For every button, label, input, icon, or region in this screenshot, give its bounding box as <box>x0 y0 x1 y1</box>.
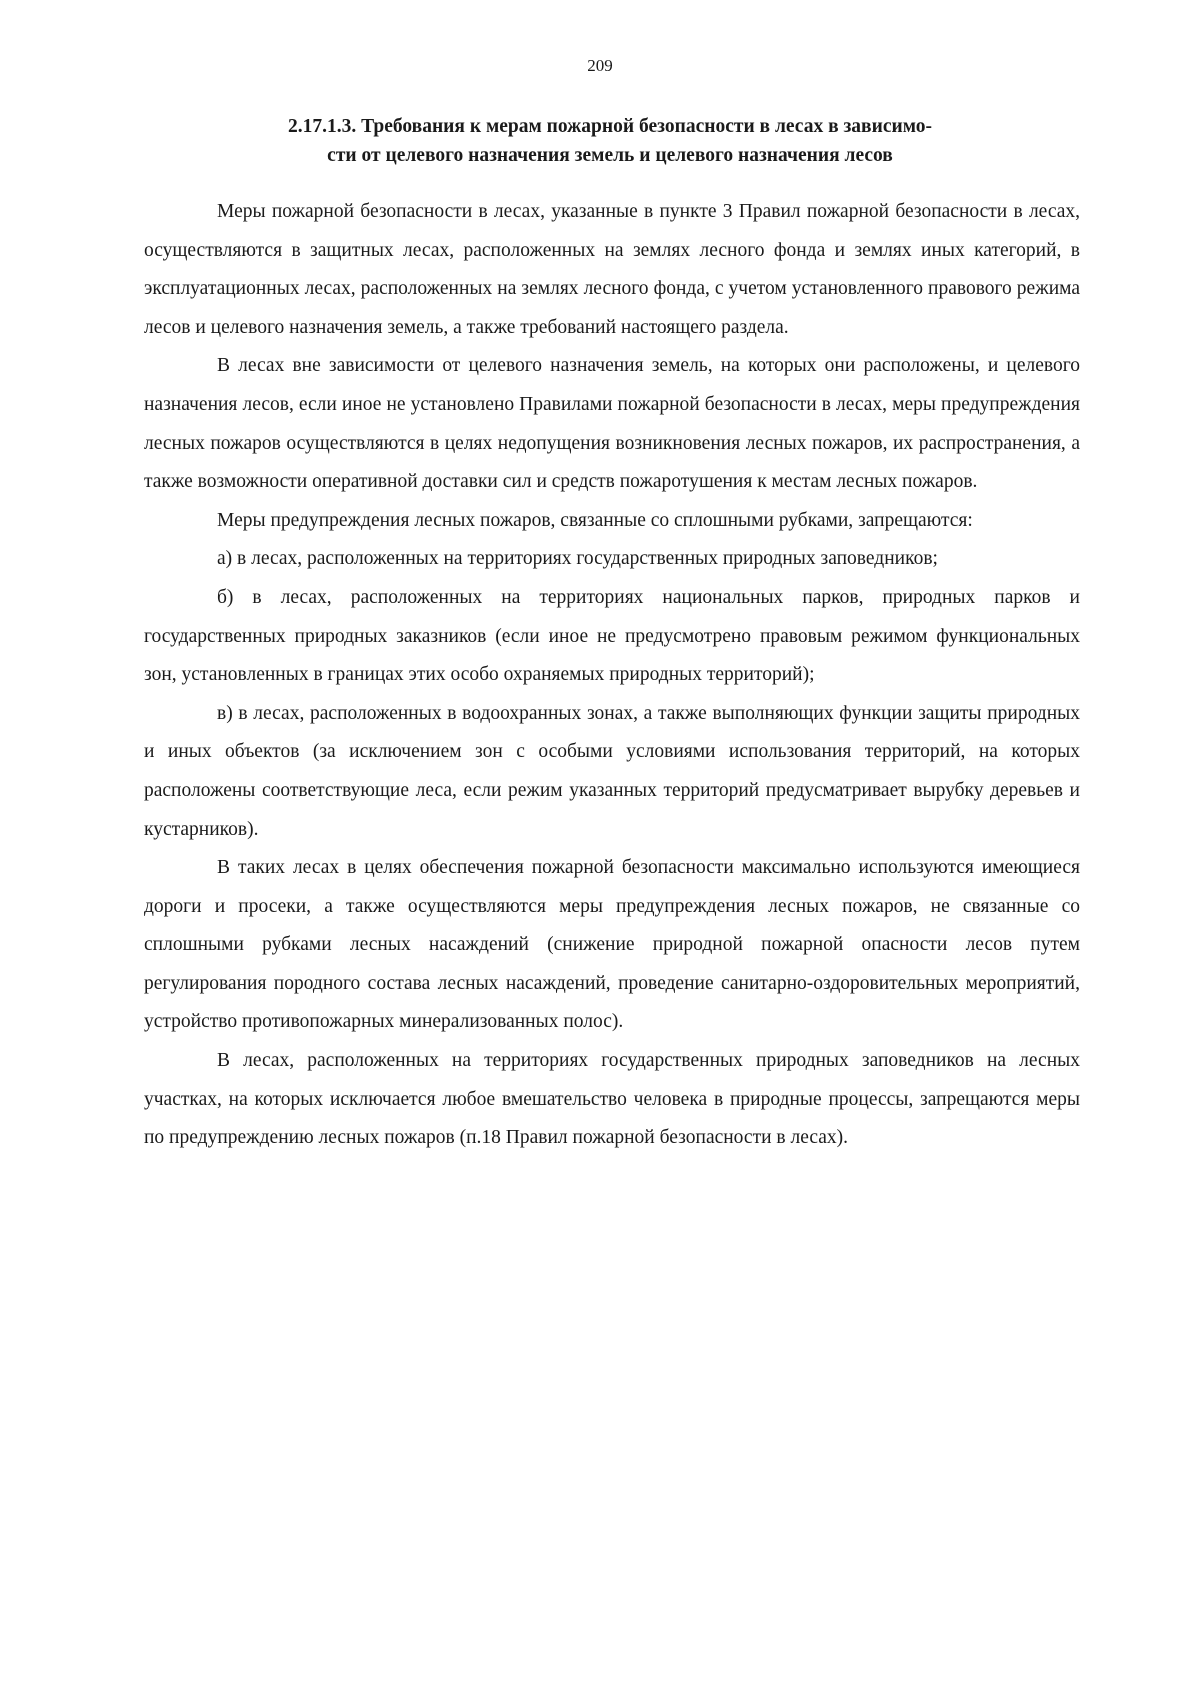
paragraph-2: В лесах вне зависимости от целевого назначения земель, на которых они расположены, и целевого назначения лесов, если иное не установлено Правилами пожарной безопасности в лесах, меры предупреждения лесных пожаров осуществляются в целях недопущения возникновения лесных пожаров, их распространения, а также возможности оперативной доставки сил и средств пожаротушения к местам лесных пожаров. <box>144 355 1080 493</box>
paragraph-8: В лесах, расположенных на территориях государственных природных заповедников на лесных участках, на которых исключается любое вмешательство человека в природные процессы, запрещаются меры по предупреждению лесных пожаров (п.18 Правил пожарной безопасности в лесах). <box>144 1050 1080 1149</box>
section-title-line-1: 2.17.1.3. Требования к мерам пожарной безопасности в лесах в зависимо- <box>288 116 932 137</box>
paragraph-1: Меры пожарной безопасности в лесах, указанные в пункте 3 Правил пожарной безопасности в лесах, осуществляются в защитных лесах, расположенных на землях лесного фонда и землях иных категорий, в эксплуатационных лесах, расположенных на землях лесного фонда, с учетом установленного правового режима лесов и целевого назначения земель, а также требований настоящего раздела. <box>144 201 1080 338</box>
section-title <box>140 112 1080 170</box>
paragraph-3: Меры предупреждения лесных пожаров, связанные со сплошными рубками, запрещаются: <box>217 509 973 531</box>
list-item-a: а) в лесах, расположенных на территориях государственных природных заповедников; <box>217 548 938 570</box>
section-title-line-2: сти от целевого назначения земель и целевого назначения лесов <box>327 145 893 166</box>
page-number: 209 <box>587 56 613 75</box>
list-item-c: в) в лесах, расположенных в водоохранных зонах, а также выполняющих функции защиты природных и иных объектов (за исключением зон с особыми условиями использования территорий, на которых расположены соответствующие леса, если режим указанных территорий предусматривает вырубку деревьев и кустарников). <box>144 702 1080 840</box>
document-body <box>144 193 1080 1158</box>
list-item-b: б) в лесах, расположенных на территориях национальных парков, природных парков и государственных природных заказников (если иное не предусмотрено правовым режимом функциональных зон, установленных в границах этих особо охраняемых природных территорий); <box>144 586 1080 686</box>
paragraph-7: В таких лесах в целях обеспечения пожарной безопасности максимально используются имеющиеся дороги и просеки, а также осуществляются меры предупреждения лесных пожаров, не связанные со сплошными рубками лесных насаждений (снижение природной пожарной опасности лесов путем регулирования породного состава лесных насаждений, проведение санитарно-оздоровительных мероприятий, устройство противопожарных минерализованных полос). <box>144 857 1080 1033</box>
